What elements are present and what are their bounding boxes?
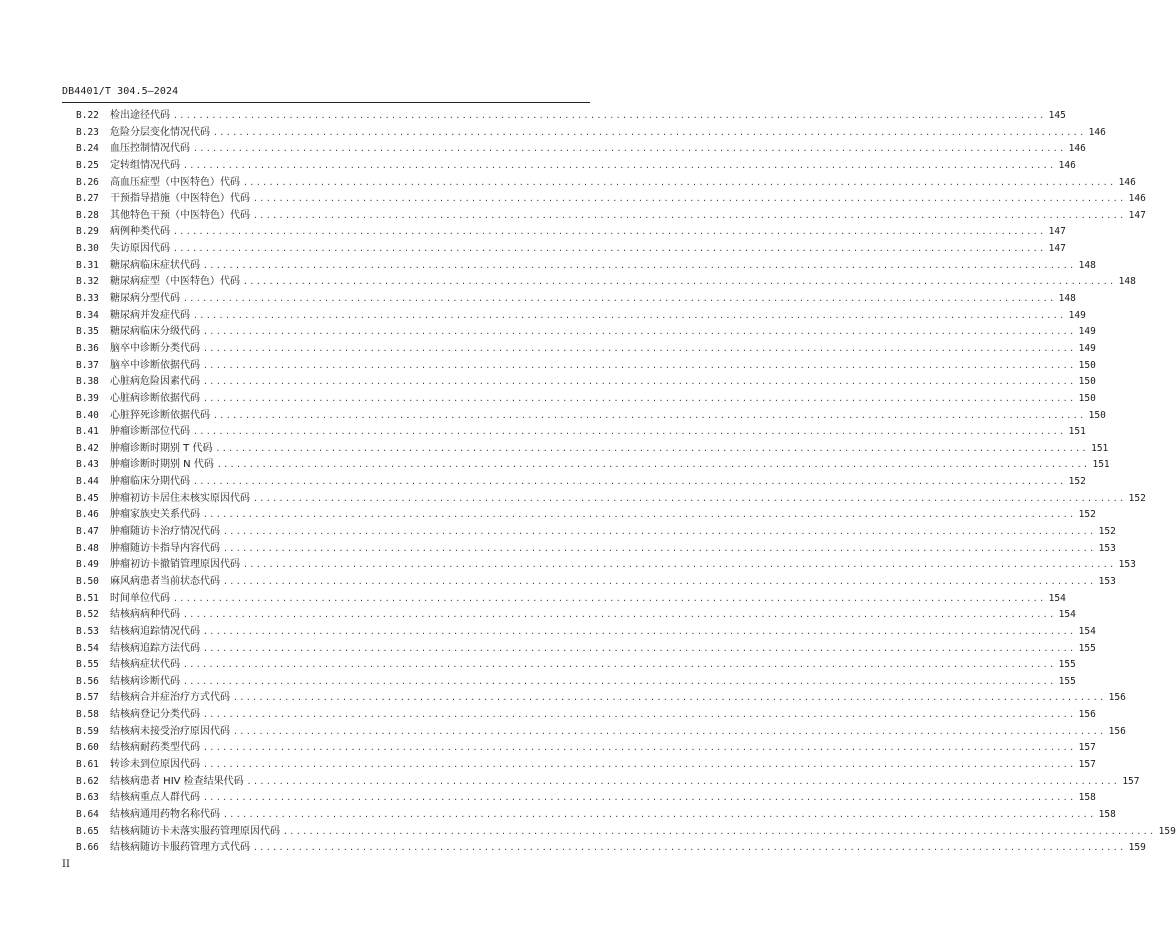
toc-entry-number: B.64 (76, 808, 99, 820)
toc-leader-dots: ........................................................................................................................................ (203, 343, 1076, 353)
toc-entry-title: 心脏病诊断依据代码 (110, 392, 200, 404)
toc-entry-page: 150 (1078, 359, 1096, 371)
toc-entry-number: B.48 (76, 542, 99, 554)
toc-entry-page: 147 (1048, 226, 1066, 238)
toc-entry[interactable] (76, 241, 1066, 258)
toc-entry[interactable] (76, 541, 1116, 558)
toc-leader-dots: ........................................................................................................................................ (223, 543, 1096, 553)
toc-entry-page: 151 (1092, 459, 1110, 471)
toc-entry-page: 150 (1088, 409, 1106, 421)
toc-leader-dots: ........................................................................................................................................ (183, 160, 1056, 170)
toc-leader-dots: ........................................................................................................................................ (173, 244, 1046, 254)
toc-entry-title: 危险分层变化情况代码 (110, 126, 210, 138)
toc-entry-title: 检出途径代码 (110, 110, 170, 121)
toc-entry-title: 肿瘤诊断时期别 N 代码 (110, 459, 214, 471)
toc-leader-dots: ........................................................................................................................................ (283, 826, 1156, 836)
toc-entry-title: 肿瘤随访卡治疗情况代码 (110, 526, 220, 538)
toc-entry-page: 159 (1158, 825, 1176, 837)
toc-entry-number: B.29 (76, 226, 99, 238)
toc-leader-dots: ........................................................................................................................................ (183, 676, 1056, 686)
toc-leader-dots: ........................................................................................................................................ (223, 576, 1096, 586)
toc-entry-page: 152 (1068, 476, 1086, 488)
toc-leader-dots: ........................................................................................................................................ (183, 660, 1056, 670)
toc-entry-title: 糖尿病临床分级代码 (110, 326, 200, 338)
toc-entry-title: 糖尿病分型代码 (110, 293, 180, 305)
toc-entry-number: B.38 (76, 376, 99, 388)
toc-entry-title: 结核病未接受治疗原因代码 (110, 725, 230, 737)
toc-entry[interactable] (76, 141, 1086, 158)
toc-entry-title: 肿瘤临床分期代码 (110, 476, 190, 488)
toc-entry-page: 156 (1078, 709, 1096, 721)
toc-leader-dots: ........................................................................................................................................ (193, 144, 1066, 154)
toc-entry-title: 定转组情况代码 (110, 159, 180, 171)
toc-entry-title: 肿瘤诊断部位代码 (110, 426, 190, 438)
toc-leader-dots: ........................................................................................................................................ (203, 643, 1076, 653)
toc-entry-page: 155 (1058, 675, 1076, 687)
toc-entry-number: B.59 (76, 725, 99, 737)
toc-entry-title: 结核病随访卡服药管理方式代码 (110, 842, 250, 854)
toc-entry[interactable] (76, 840, 1146, 857)
toc-entry-number: B.35 (76, 326, 99, 338)
toc-entry-page: 149 (1078, 342, 1096, 354)
toc-entry-page: 148 (1058, 293, 1076, 305)
toc-entry-title: 结核病耐药类型代码 (110, 742, 200, 754)
toc-entry-page: 152 (1078, 509, 1096, 521)
toc-entry[interactable] (76, 824, 1176, 841)
toc-leader-dots: ........................................................................................................................................ (215, 443, 1089, 453)
toc-entry-page: 157 (1078, 742, 1096, 754)
toc-entry-number: B.51 (76, 592, 99, 604)
toc-entry[interactable] (76, 341, 1096, 358)
toc-entry-number: B.58 (76, 709, 99, 721)
toc-entry-number: B.28 (76, 209, 99, 221)
toc-leader-dots: ........................................................................................................................................ (213, 410, 1086, 420)
toc-entry-number: B.45 (76, 492, 99, 504)
toc-entry[interactable] (76, 724, 1126, 741)
toc-entry-number: B.26 (76, 176, 99, 188)
toc-entry-number: B.60 (76, 742, 99, 754)
toc-entry-title: 转诊未到位原因代码 (110, 758, 200, 770)
toc-leader-dots: ........................................................................................................................................ (203, 327, 1076, 337)
toc-entry-title: 血压控制情况代码 (110, 143, 190, 155)
toc-entry-page: 153 (1098, 542, 1116, 554)
toc-entry-title: 心脏病危险因素代码 (110, 376, 200, 388)
toc-entry-number: B.24 (76, 143, 99, 155)
toc-entry[interactable] (76, 175, 1136, 192)
toc-entry[interactable] (76, 491, 1146, 508)
toc-entry-number: B.55 (76, 659, 99, 671)
toc-entry[interactable] (76, 591, 1066, 608)
toc-entry-title: 病例种类代码 (110, 226, 170, 238)
toc-leader-dots: ........................................................................................................................................ (246, 776, 1120, 786)
toc-entry-title: 肿瘤初访卡居住未核实原因代码 (110, 492, 250, 504)
toc-leader-dots: ........................................................................................................................................ (193, 477, 1066, 487)
toc-entry-page: 145 (1048, 110, 1066, 121)
toc-entry-number: B.25 (76, 159, 99, 171)
toc-entry-title: 糖尿病症型（中医特色）代码 (110, 276, 240, 288)
toc-entry-number: B.62 (76, 775, 99, 787)
toc-entry-number: B.39 (76, 392, 99, 404)
toc-entry-number: B.46 (76, 509, 99, 521)
toc-leader-dots: ........................................................................................................................................ (253, 843, 1126, 853)
toc-entry-page: 146 (1068, 143, 1086, 155)
toc-leader-dots: ........................................................................................................................................ (216, 460, 1090, 470)
page-number-footer: II (62, 859, 70, 870)
toc-entry[interactable] (76, 641, 1096, 658)
toc-leader-dots: ........................................................................................................................................ (223, 527, 1096, 537)
toc-leader-dots: ........................................................................................................................................ (203, 260, 1076, 270)
toc-entry-page: 158 (1098, 808, 1116, 820)
toc-entry[interactable] (76, 507, 1096, 524)
toc-leader-dots: ........................................................................................................................................ (253, 210, 1126, 220)
toc-entry[interactable] (76, 374, 1096, 391)
toc-entry-title: 结核病追踪情况代码 (110, 625, 200, 637)
toc-entry-number: B.47 (76, 526, 99, 538)
toc-leader-dots: ........................................................................................................................................ (223, 809, 1096, 819)
toc-entry-number: B.41 (76, 426, 99, 438)
toc-leader-dots: ........................................................................................................................................ (203, 510, 1076, 520)
toc-entry-title: 其他特色干预（中医特色）代码 (110, 209, 250, 221)
toc-entry-page: 146 (1118, 176, 1136, 188)
toc-entry-title: 失访原因代码 (110, 243, 170, 255)
toc-entry[interactable] (76, 524, 1116, 541)
toc-entry-title: 结核病诊断代码 (110, 675, 180, 687)
toc-entry[interactable] (76, 657, 1076, 674)
toc-leader-dots: ........................................................................................................................................ (253, 194, 1126, 204)
toc-entry-page: 154 (1078, 625, 1096, 637)
toc-entry-number: B.52 (76, 609, 99, 621)
toc-leader-dots: ........................................................................................................................................ (203, 743, 1076, 753)
toc-entry-page: 154 (1058, 609, 1076, 621)
toc-entry-number: B.27 (76, 193, 99, 205)
toc-entry-number: B.43 (76, 459, 99, 471)
toc-entry[interactable] (76, 224, 1066, 241)
toc-leader-dots: ........................................................................................................................................ (253, 493, 1126, 503)
toc-entry-page: 159 (1128, 842, 1146, 854)
toc-entry-number: B.34 (76, 309, 99, 321)
toc-entry-page: 151 (1091, 442, 1109, 454)
toc-entry[interactable] (76, 108, 1066, 125)
toc-entry[interactable] (76, 324, 1096, 341)
toc-entry-page: 147 (1128, 209, 1146, 221)
toc-entry[interactable] (76, 408, 1106, 425)
toc-entry[interactable] (76, 441, 1109, 458)
toc-entry-page: 147 (1048, 243, 1066, 255)
toc-entry-page: 151 (1068, 426, 1086, 438)
toc-entry[interactable] (76, 291, 1076, 308)
toc-leader-dots: ........................................................................................................................................ (243, 277, 1116, 287)
toc-entry-title: 肿瘤诊断时期别 T 代码 (110, 442, 213, 454)
toc-entry[interactable] (76, 191, 1146, 208)
toc-entry-number: B.31 (76, 259, 99, 271)
toc-entry-page: 157 (1078, 758, 1096, 770)
toc-entry[interactable] (76, 308, 1086, 325)
toc-leader-dots: ........................................................................................................................................ (183, 294, 1056, 304)
toc-entry-page: 158 (1078, 792, 1096, 804)
toc-entry-page: 156 (1108, 725, 1126, 737)
toc-entry-title: 肿瘤随访卡指导内容代码 (110, 542, 220, 554)
toc-entry-title: 结核病症状代码 (110, 659, 180, 671)
toc-entry-page: 152 (1098, 526, 1116, 538)
toc-entry-number: B.33 (76, 293, 99, 305)
toc-entry-number: B.44 (76, 476, 99, 488)
toc-entry-number: B.54 (76, 642, 99, 654)
toc-entry[interactable] (76, 607, 1076, 624)
toc-entry-title: 心脏猝死诊断依据代码 (110, 409, 210, 421)
toc-entry-title: 肿瘤家族史关系代码 (110, 509, 200, 521)
toc-entry[interactable] (76, 557, 1136, 574)
toc-entry-number: B.49 (76, 559, 99, 571)
toc-entry[interactable] (76, 457, 1110, 474)
toc-entry-title: 脑卒中诊断分类代码 (110, 342, 200, 354)
toc-entry-page: 146 (1088, 126, 1106, 138)
toc-entry-number: B.65 (76, 825, 99, 837)
toc-entry-page: 155 (1058, 659, 1076, 671)
toc-leader-dots: ........................................................................................................................................ (233, 726, 1106, 736)
toc-entry-page: 153 (1098, 575, 1116, 587)
toc-entry[interactable] (76, 158, 1076, 175)
toc-entry-page: 156 (1108, 692, 1126, 704)
toc-leader-dots: ........................................................................................................................................ (233, 693, 1106, 703)
toc-entry[interactable] (76, 258, 1096, 275)
toc-entry[interactable] (76, 358, 1096, 375)
toc-leader-dots: ........................................................................................................................................ (243, 177, 1116, 187)
toc-entry-number: B.37 (76, 359, 99, 371)
toc-entry-number: B.22 (76, 110, 99, 121)
toc-entry-title: 结核病重点人群代码 (110, 792, 200, 804)
toc-entry-title: 高血压症型（中医特色）代码 (110, 176, 240, 188)
toc-entry-title: 结核病追踪方法代码 (110, 642, 200, 654)
document-id-header: DB4401/T 304.5—2024 (62, 86, 179, 97)
toc-leader-dots: ........................................................................................................................................ (193, 310, 1066, 320)
toc-leader-dots: ........................................................................................................................................ (203, 393, 1076, 403)
toc-entry-page: 149 (1068, 309, 1086, 321)
toc-entry[interactable] (76, 807, 1116, 824)
toc-entry-title: 干预指导措施（中医特色）代码 (110, 193, 250, 205)
toc-entry-title: 结核病通用药物名称代码 (110, 808, 220, 820)
toc-entry[interactable] (76, 574, 1116, 591)
toc-leader-dots: ........................................................................................................................................ (203, 360, 1076, 370)
toc-entry-number: B.57 (76, 692, 99, 704)
toc-entry-title: 糖尿病临床症状代码 (110, 259, 200, 271)
toc-entry[interactable] (76, 707, 1096, 724)
toc-entry-page: 154 (1048, 592, 1066, 604)
toc-entry[interactable] (76, 790, 1096, 807)
toc-entry-number: B.50 (76, 575, 99, 587)
toc-leader-dots: ........................................................................................................................................ (213, 127, 1086, 137)
toc-entry-number: B.56 (76, 675, 99, 687)
table-of-contents (76, 108, 1176, 857)
toc-entry[interactable] (76, 274, 1136, 291)
toc-entry[interactable] (76, 208, 1146, 225)
toc-entry[interactable] (76, 424, 1086, 441)
toc-entry-number: B.63 (76, 792, 99, 804)
toc-entry-page: 150 (1078, 392, 1096, 404)
toc-entry-page: 148 (1078, 259, 1096, 271)
toc-leader-dots: ........................................................................................................................................ (203, 710, 1076, 720)
toc-entry-title: 肿瘤初访卡撤销管理原因代码 (110, 559, 240, 571)
toc-entry-number: B.40 (76, 409, 99, 421)
toc-entry-page: 149 (1078, 326, 1096, 338)
toc-leader-dots: ........................................................................................................................................ (173, 111, 1046, 120)
toc-entry-number: B.23 (76, 126, 99, 138)
toc-leader-dots: ........................................................................................................................................ (203, 626, 1076, 636)
toc-entry-title: 麻风病患者当前状态代码 (110, 575, 220, 587)
toc-entry-title: 时间单位代码 (110, 592, 170, 604)
toc-entry[interactable] (76, 674, 1076, 691)
toc-entry-number: B.32 (76, 276, 99, 288)
toc-entry-page: 153 (1118, 559, 1136, 571)
toc-entry-number: B.66 (76, 842, 99, 854)
toc-entry[interactable] (76, 740, 1096, 757)
toc-leader-dots: ........................................................................................................................................ (193, 427, 1066, 437)
header-rule (62, 102, 590, 103)
toc-entry[interactable] (76, 474, 1086, 491)
toc-leader-dots: ........................................................................................................................................ (243, 560, 1116, 570)
toc-entry[interactable] (76, 391, 1096, 408)
toc-leader-dots: ........................................................................................................................................ (173, 227, 1046, 237)
toc-entry[interactable] (76, 690, 1126, 707)
toc-entry-title: 糖尿病并发症代码 (110, 309, 190, 321)
toc-entry-page: 157 (1122, 775, 1140, 787)
toc-entry-title: 结核病合并症治疗方式代码 (110, 692, 230, 704)
toc-entry-number: B.30 (76, 243, 99, 255)
toc-entry-number: B.42 (76, 442, 99, 454)
toc-entry-title: 脑卒中诊断依据代码 (110, 359, 200, 371)
toc-entry[interactable] (76, 774, 1140, 791)
toc-leader-dots: ........................................................................................................................................ (173, 593, 1046, 603)
toc-entry-page: 150 (1078, 376, 1096, 388)
toc-entry-page: 146 (1128, 193, 1146, 205)
toc-leader-dots: ........................................................................................................................................ (203, 377, 1076, 387)
toc-entry-number: B.61 (76, 758, 99, 770)
toc-entry[interactable] (76, 624, 1096, 641)
toc-leader-dots: ........................................................................................................................................ (203, 759, 1076, 769)
toc-entry-page: 155 (1078, 642, 1096, 654)
toc-entry-page: 148 (1118, 276, 1136, 288)
toc-entry-title: 结核病登记分类代码 (110, 709, 200, 721)
toc-entry-title: 结核病患者 HIV 检查结果代码 (110, 775, 244, 787)
toc-entry-page: 152 (1128, 492, 1146, 504)
toc-leader-dots: ........................................................................................................................................ (203, 793, 1076, 803)
toc-entry[interactable] (76, 757, 1096, 774)
toc-entry-page: 146 (1058, 159, 1076, 171)
toc-entry-number: B.53 (76, 625, 99, 637)
toc-entry[interactable] (76, 125, 1106, 142)
toc-entry-title: 结核病随访卡未落实服药管理原因代码 (110, 825, 280, 837)
toc-entry-title: 结核病病种代码 (110, 609, 180, 621)
toc-entry-number: B.36 (76, 342, 99, 354)
toc-leader-dots: ........................................................................................................................................ (183, 610, 1056, 620)
